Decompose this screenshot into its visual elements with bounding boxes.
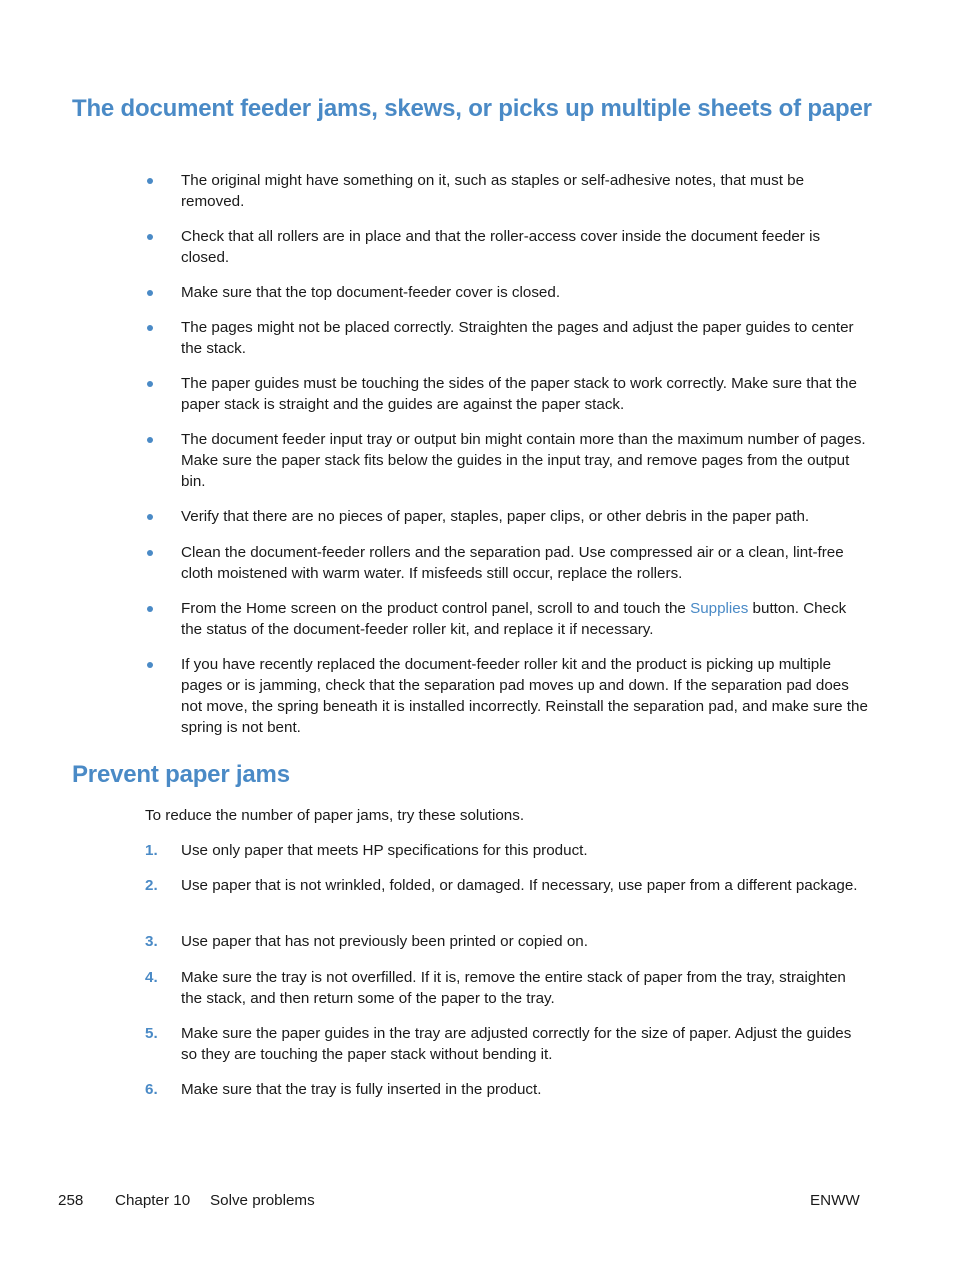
bullet-icon [147,234,153,240]
list-item-text: Verify that there are no pieces of paper, staples, paper clips, or other debris in the paper path. [181,508,810,525]
bullet-icon [147,381,153,387]
list-item-text-start: From the Home screen on the product control panel, scroll to and touch the [181,600,691,617]
list-item-text-end: button. Check the status of the document-feeder roller kit, and replace it if necessary. [181,600,847,638]
numbered-step [145,1079,871,1100]
section-title-prevent-jams: Prevent paper jams [72,761,290,788]
numbered-step [145,967,871,1009]
list-item-text: The pages might not be placed correctly. Straighten the pages and adjust the paper guides to center the stack. [181,319,854,357]
list-item [181,317,871,359]
bullet-icon [147,514,153,520]
intro-text: To reduce the number of paper jams, try these solutions. [145,807,525,824]
bullet-icon [147,437,153,443]
list-item-text: If you have recently replaced the document-feeder roller kit and the product is picking up multiple pages or is jamming, check that the separation pad moves up and down. If the separation pad does not move, the spring beneath it is installed incorrectly. Reinstall the separation pad, and make sure the spring is not bent. [181,656,868,736]
numbered-step [145,1023,871,1065]
list-item [181,373,871,415]
list-item-text: The paper guides must be touching the sides of the paper stack to work correctly. Make sure that the paper stack is straight and the guides are against the paper stack. [181,375,857,413]
list-item [181,506,871,527]
numbered-step [145,931,871,952]
supplies-link[interactable]: Supplies [690,600,749,617]
numbered-step [145,840,871,861]
list-item [181,654,871,738]
list-item-text: Clean the document-feeder rollers and the separation pad. Use compressed air or a clean, lint-free cloth moistened with warm water. If misfeeds still occur, replace the rollers. [181,544,844,582]
bullet-icon [147,178,153,184]
list-item [181,170,871,212]
step-number: 3. [145,933,158,950]
list-item [181,226,871,268]
step-number: 2. [145,877,158,894]
list-item [181,429,871,492]
step-number: 6. [145,1081,158,1098]
list-item-text: Make sure that the top document-feeder cover is closed. [181,284,561,301]
list-item-text: The document feeder input tray or output bin might contain more than the maximum number of pages. Make sure the paper stack fits below the guides in the input tray, and remove pages from the output bin. [181,431,866,490]
step-text: Use paper that is not wrinkled, folded, or damaged. If necessary, use paper from a different package. [181,877,858,894]
bullet-icon [147,606,153,612]
footer-chapter: Chapter 10 [115,1192,191,1209]
list-item [181,542,871,584]
step-text: Use only paper that meets HP specifications for this product. [181,842,588,859]
step-text: Make sure the tray is not overfilled. If it is, remove the entire stack of paper from the tray, straighten the stack, and then return some of the paper to the tray. [181,969,846,1007]
footer-page-number: 258 [58,1192,84,1209]
bullet-icon [147,550,153,556]
step-number: 5. [145,1025,158,1042]
step-text: Make sure the paper guides in the tray are adjusted correctly for the size of paper. Adjust the guides so they are touching the paper stack without bending it. [181,1025,852,1063]
list-item [181,282,871,303]
section-title-document-feeder: The document feeder jams, skews, or picks up multiple sheets of paper [72,95,872,122]
numbered-step [145,875,871,896]
bullet-icon [147,662,153,668]
step-number: 1. [145,842,158,859]
list-item-text: Check that all rollers are in place and that the roller-access cover inside the document feeder is closed. [181,228,821,266]
footer-locale-code: ENWW [810,1192,860,1209]
step-number: 4. [145,969,158,986]
step-text: Use paper that has not previously been printed or copied on. [181,933,588,950]
bullet-icon [147,290,153,296]
footer-section-name: Solve problems [210,1192,315,1209]
bullet-icon [147,325,153,331]
step-text: Make sure that the tray is fully inserted in the product. [181,1081,542,1098]
list-item-text: The original might have something on it, such as staples or self-adhesive notes, that must be removed. [181,172,805,210]
list-item [181,598,871,640]
